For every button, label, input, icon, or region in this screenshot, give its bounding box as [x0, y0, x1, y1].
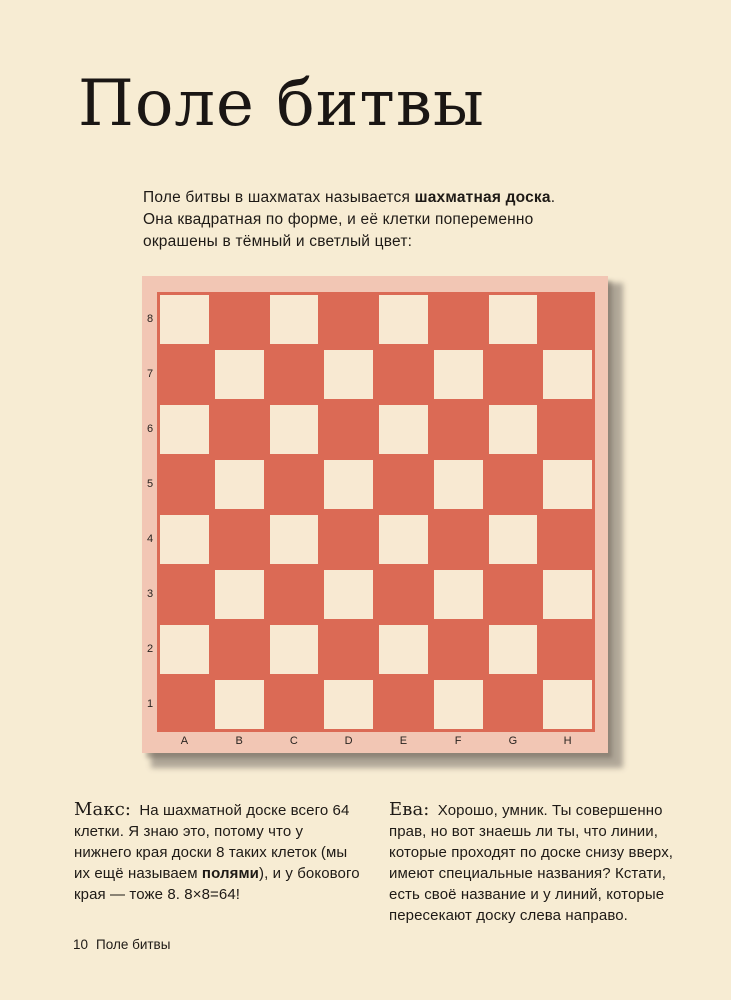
square-b2: [212, 622, 267, 677]
square-d4: [321, 512, 376, 567]
square-d1: [321, 677, 376, 732]
square-c7: [267, 347, 322, 402]
square-h8: [540, 292, 595, 347]
square-c8: [267, 292, 322, 347]
square-e3: [376, 567, 431, 622]
square-d6: [321, 402, 376, 457]
max-text-1: На шахматной доске всего 64 клетки. Я знаю это, потому что у нижнего края доски 8 таких клеток (мы их ещё называем: [74, 802, 350, 882]
square-f4: [431, 512, 486, 567]
file-label-c: C: [289, 735, 298, 747]
chessboard-grid: [157, 292, 595, 732]
rank-label-5: 5: [146, 477, 154, 490]
square-b8: [212, 292, 267, 347]
square-h4: [540, 512, 595, 567]
square-e6: [376, 402, 431, 457]
intro-bold-term: шахматная доска: [414, 189, 551, 206]
rank-label-7: 7: [146, 367, 154, 380]
square-g5: [486, 457, 541, 512]
file-label-b: B: [235, 735, 243, 747]
square-d8: [321, 292, 376, 347]
file-label-g: G: [508, 735, 518, 747]
square-d3: [321, 567, 376, 622]
square-a6: [157, 402, 212, 457]
square-a8: [157, 292, 212, 347]
square-c2: [267, 622, 322, 677]
intro-text-start: Поле битвы в шахматах называется: [143, 189, 415, 206]
square-h7: [540, 347, 595, 402]
square-d2: [321, 622, 376, 677]
square-e7: [376, 347, 431, 402]
square-h2: [540, 622, 595, 677]
square-f1: [431, 677, 486, 732]
square-a5: [157, 457, 212, 512]
square-a2: [157, 622, 212, 677]
rank-label-3: 3: [146, 587, 154, 600]
page-title: Поле битвы: [78, 67, 485, 141]
square-g4: [486, 512, 541, 567]
square-c5: [267, 457, 322, 512]
square-b5: [212, 457, 267, 512]
speaker-eva: Ева:: [389, 799, 430, 820]
square-c1: [267, 677, 322, 732]
square-g8: [486, 292, 541, 347]
max-text-2: ), и у бокового края — тоже 8. 8×8=64!: [74, 865, 360, 903]
square-h5: [540, 457, 595, 512]
square-d7: [321, 347, 376, 402]
square-f2: [431, 622, 486, 677]
square-a7: [157, 347, 212, 402]
square-b7: [212, 347, 267, 402]
square-c3: [267, 567, 322, 622]
square-f5: [431, 457, 486, 512]
file-label-e: E: [399, 735, 408, 747]
square-f7: [431, 347, 486, 402]
square-f8: [431, 292, 486, 347]
square-e5: [376, 457, 431, 512]
square-g1: [486, 677, 541, 732]
dialog-eva: [389, 799, 681, 926]
square-e8: [376, 292, 431, 347]
dialog-max: [74, 799, 360, 905]
file-label-d: D: [344, 735, 353, 747]
rank-label-8: 8: [146, 312, 154, 325]
square-g6: [486, 402, 541, 457]
square-h1: [540, 677, 595, 732]
square-c4: [267, 512, 322, 567]
file-label-h: H: [563, 735, 572, 747]
square-b1: [212, 677, 267, 732]
square-a3: [157, 567, 212, 622]
page-footer: [73, 937, 170, 952]
square-b6: [212, 402, 267, 457]
rank-label-2: 2: [146, 642, 154, 655]
square-g7: [486, 347, 541, 402]
square-a1: [157, 677, 212, 732]
square-e2: [376, 622, 431, 677]
square-f6: [431, 402, 486, 457]
eva-text: Хорошо, умник. Ты совершенно прав, но вот знаешь ли ты, что линии, которые проходят по доске снизу вверх, имеют специальные названия? Кстати, есть своё название и у линий, которые пересекают доску слева направо.: [389, 802, 674, 924]
square-b4: [212, 512, 267, 567]
rank-label-4: 4: [146, 532, 154, 545]
intro-paragraph: [143, 187, 563, 253]
chessboard: [142, 276, 608, 753]
square-g3: [486, 567, 541, 622]
file-label-a: A: [180, 735, 189, 747]
square-b3: [212, 567, 267, 622]
max-bold-term: полями: [201, 865, 259, 882]
speaker-max: Макс:: [74, 799, 132, 820]
square-h3: [540, 567, 595, 622]
square-g2: [486, 622, 541, 677]
square-c6: [267, 402, 322, 457]
square-f3: [431, 567, 486, 622]
file-label-f: F: [454, 735, 462, 747]
rank-label-1: 1: [146, 697, 154, 710]
page-number: 10: [73, 937, 89, 952]
square-d5: [321, 457, 376, 512]
footer-section: Поле битвы: [96, 937, 171, 952]
square-a4: [157, 512, 212, 567]
square-e4: [376, 512, 431, 567]
square-h6: [540, 402, 595, 457]
intro-text-end: . Она квадратная по форме, и её клетки попеременно окрашены в тёмный и светлый цвет:: [143, 189, 556, 250]
rank-label-6: 6: [146, 422, 154, 435]
square-e1: [376, 677, 431, 732]
